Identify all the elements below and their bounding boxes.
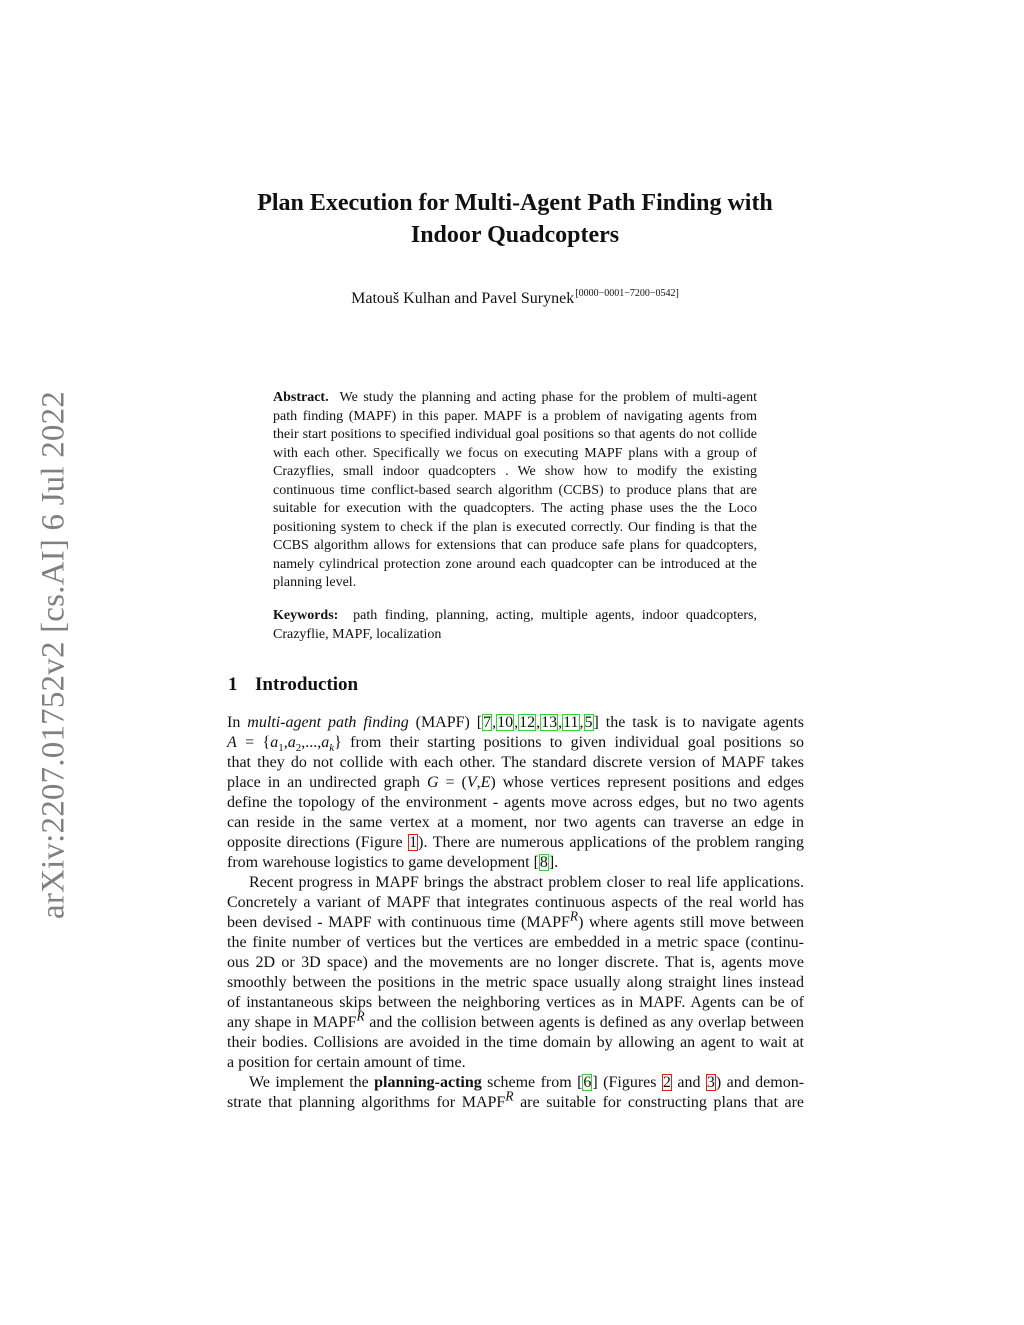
citation-link[interactable]: 12 [519,714,536,731]
keywords-text: path finding, planning, acting, multiple agents, indoor quadcopters, Crazyflie, MAPF, localization [273,608,757,642]
author-names: Matouš Kulhan and Pavel Surynek [351,290,575,307]
figure-link[interactable]: 1 [409,834,418,851]
text-line: that they do not collide with each other. The standard discrete version of MAPF takes [227,754,804,771]
title-line-2: Indoor Quadcopters [410,222,620,248]
section-number: 1 [228,674,238,695]
text-line: the finite number of vertices but the vertices are embedded in a metric space (continu- [227,934,804,951]
figure-link[interactable]: 3 [706,1074,715,1091]
text-line: opposite directions (Figure 1). There are numerous applications of the problem ranging [227,834,805,851]
citation-link[interactable]: 6 [583,1074,592,1091]
citation-link[interactable]: 13 [541,714,558,731]
text-line: can reside in the same vertex at a moment, nor two agents can traverse an edge in [227,814,804,831]
abstract-label: Abstract. [273,390,329,405]
text-line: strate that planning algorithms for $MAPF^R$ are suitable for constructing plans that are [227,1088,805,1111]
section-title: Introduction [255,674,359,695]
text-line: In multi-agent path finding (MAPF) [7,10,12,13,11,5] the task is to navigate agents [227,714,804,731]
section-heading [228,674,358,696]
paragraph-2 [227,873,804,1073]
abstract [273,389,757,593]
title-line-1: Plan Execution for Multi-Agent Path Finding with [257,190,773,216]
text-line: define the topology of the environment - agents move across edges, but no two agents [227,794,804,811]
text-line: $A = \{a_1,a_2,...,a_k\}$ from their starting positions to given individual goal positions so [227,734,805,755]
introduction-body [227,713,804,1113]
term-mapf: multi-agent path finding [247,714,409,731]
text-line: their bodies. Collisions are avoided in the time domain by allowing an agent to wait at [227,1034,804,1051]
keywords-label: Keywords: [273,608,339,623]
arxiv-identifier-stamp: arXiv:2207.01752v2 [cs.AI] 6 Jul 2022 [35,390,72,920]
text-line: any shape in $MAPF^R$ and the collision between agents is defined as any overlap between [227,1008,805,1031]
text-line: been devised - MAPF with continuous time $(MAPF^R)$ where agents still move between [227,908,804,931]
keywords [273,607,757,644]
text-line: of instantaneous skips between the neighboring vertices as in MAPF. Agents can be of [227,994,804,1011]
citation-link[interactable]: 7 [483,714,492,731]
text-line: a position for certain amount of time. [227,1054,466,1071]
text-line: place in an undirected graph G = (V,E) whose vertices represent positions and edges [227,774,805,791]
paragraph-3 [227,1073,804,1113]
orcid-superscript: [0000−0001−7200−0542] [575,288,679,299]
abstract-text: We study the planning and acting phase for the problem of multi-agent path finding (MAPF) in this paper. MAPF is a problem of navigating agents from their start positions to specified individual goal positions so that agents do not collide with each other. Specifically we focus on executing MAPF plans with a group of Crazyflies, small indoor quadcopters . We show how to modify the existing continuous time conflict-based search algorithm (CCBS) to produce plans that are suitable for execution with the quadcopters. The acting phase uses the the Loco positioning system to check if the plan is executed correctly. Our finding is that the CCBS algorithm allows for extensions that can produce safe plans for quadcopters, namely cylindrical protection zone around each quadcopter can be introduced at the planning level. [273,390,757,590]
citation-link[interactable]: 10 [497,714,514,731]
citation-link[interactable]: 8 [539,854,548,871]
text-line: Recent progress in MAPF brings the abstract problem closer to real life applications. [249,874,804,891]
paragraph-1 [227,713,804,873]
author-list [180,290,850,308]
citation-link[interactable]: 11 [563,714,579,731]
paper-title [180,187,850,251]
text-line: smoothly between the positions in the metric space usually along straight lines instead [227,974,804,991]
text-line: ous 2D or 3D space) and the movements are no longer discrete. That is, agents move [227,954,804,971]
citation-link[interactable]: 5 [584,714,593,731]
figure-link[interactable]: 2 [662,1074,671,1091]
term-planning-acting: planning-acting [374,1074,482,1091]
text-line: We implement the planning-acting scheme from [6] (Figures 2 and 3) and demon- [249,1074,805,1091]
text-line: Concretely a variant of MAPF that integrates continuous aspects of the real world has [227,894,804,911]
text-line: from warehouse logistics to game development [8]. [227,854,559,871]
